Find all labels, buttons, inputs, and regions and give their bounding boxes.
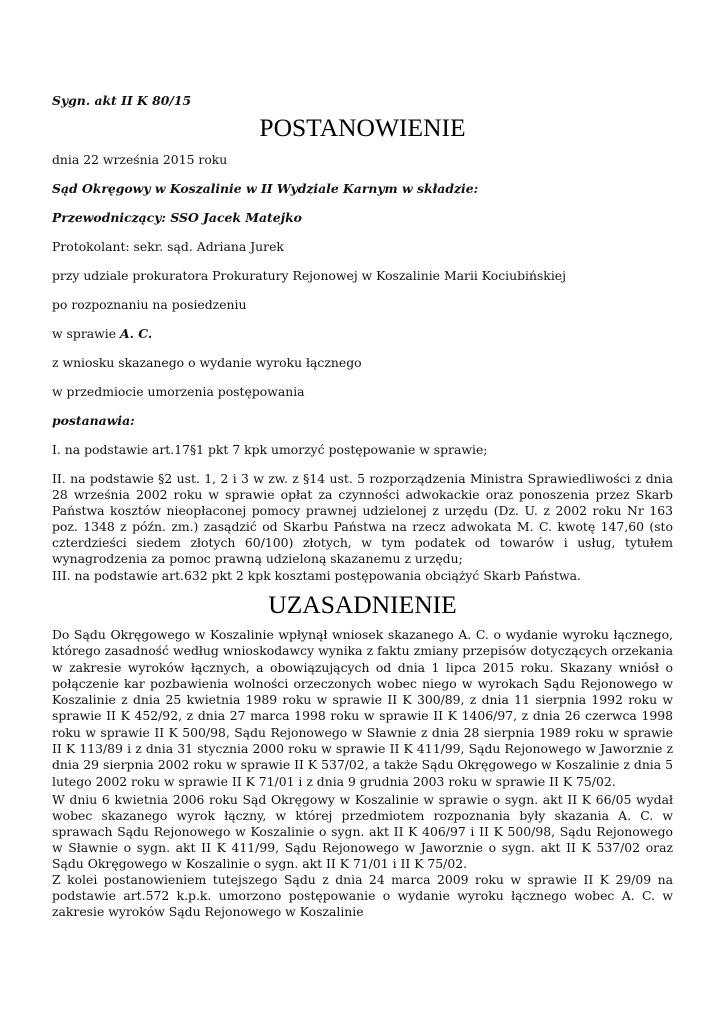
document-title: POSTANOWIENIE bbox=[259, 113, 466, 142]
prosecutor-line: przy udziale prokuratora Prokuratury Rejonowej w Koszalinie Marii Kociubińskiej bbox=[52, 268, 566, 283]
justification-title: UZASADNIENIE bbox=[268, 590, 457, 619]
case-party-line bbox=[52, 326, 152, 341]
case-party-prefix: w sprawie bbox=[52, 326, 120, 341]
justification-paragraph-3: Z kolei postanowieniem tutejszego Sądu z dnia 24 marca 2009 roku w sprawie II K 29/09 na podstawie art.572 k.p.k. umorzono postępowanie o wydanie wyroku łącznego wobec A. C. w zakresie wyroków Sądu Rejonowego w Koszalinie bbox=[52, 872, 673, 919]
case-party-name: A. C. bbox=[120, 326, 153, 341]
presiding-judge: Przewodniczący: SSO Jacek Matejko bbox=[52, 210, 302, 225]
subject-line: w przedmiocie umorzenia postępowania bbox=[52, 384, 305, 399]
decision-item-1: I. na podstawie art.17§1 pkt 7 kpk umorzyć postępowanie w sprawie; bbox=[52, 442, 488, 457]
justification-paragraph-2: W dniu 6 kwietnia 2006 roku Sąd Okręgowy w Koszalinie w sprawie o sygn. akt II K 66/05 wydał wobec skazanego wyrok łączny, w której przedmiotem rozpoznania były skazania A. C. w sprawach Sądu Rejonowego w Koszalinie o sygn. akt II K 406/97 i II K 500/98, Sądu Rejonowego w Sławnie o sygn. akt II K 411/99, Sądu Rejonowego w Jaworznie o sygn. akt II K 537/02 oraz Sądu Okręgowego w Koszalinie o sygn. akt II K 71/01 i II K 75/02. bbox=[52, 792, 673, 871]
justification-paragraph-1: Do Sądu Okręgowego w Koszalinie wpłynął wniosek skazanego A. C. o wydanie wyroku łącznego, którego zasadność według wnioskodawcy wynika z faktu zmiany przepisów dotyczących orzekania w zakresie wyroków łącznych, a obowiązujących od dnia 1 lipca 2015 roku. Skazany wniósł o połączenie kar pozbawienia wolności orzeczonych wobec niego w wyrokach Sądu Rejonowego w Koszalinie z dnia 25 kwietnia 1989 roku w sprawie II K 300/89, z dnia 11 sierpnia 1992 roku w sprawie II K 452/92, z dnia 27 marca 1998 roku w sprawie II K 1406/97, z dnia 26 czerwca 1998 roku w sprawie II K 500/98, Sądu Rejonowego w Sławnie z dnia 28 sierpnia 1989 roku w sprawie II K 113/89 i z dnia 31 stycznia 2000 roku w sprawie II K 411/99, Sądu Rejonowego w Jaworznie z dnia 29 sierpnia 2002 roku w sprawie II K 537/02, a także Sądu Okręgowego w Koszalinie z dnia 5 lutego 2002 roku w sprawie II K 71/01 i z dnia 9 grudnia 2003 roku w sprawie II K 75/02. bbox=[52, 627, 673, 789]
decision-date: dnia 22 września 2015 roku bbox=[52, 152, 228, 167]
decision-item-3: III. na podstawie art.632 pkt 2 kpk kosztami postępowania obciążyć Skarb Państwa. bbox=[52, 568, 581, 583]
resolves-heading: postanawia: bbox=[52, 413, 135, 428]
court-clerk: Protokolant: sekr. sąd. Adriana Jurek bbox=[52, 239, 284, 254]
case-number: Sygn. akt II K 80/15 bbox=[52, 93, 192, 108]
motion-line: z wniosku skazanego o wydanie wyroku łącznego bbox=[52, 355, 362, 370]
decision-item-2: II. na podstawie §2 ust. 1, 2 i 3 w zw. z §14 ust. 5 rozporządzenia Ministra Sprawiedliwości z dnia 28 września 2002 roku w sprawie opłat za czynności adwokackie oraz ponoszenia przez Skarb Państwa kosztów nieopłaconej pomocy prawnej udzielonej z urzędu (Dz. U. z 2002 roku Nr 163 poz. 1348 z późn. zm.) zasądzić od Skarbu Państwa na rzecz adwokata M. C. kwotę 147,60 (sto czterdzieści siedem złotych 60/100) złotych, w tym podatek od towarów i usług, tytułem wynagrodzenia za pomoc prawną udzieloną skazanemu z urzędu; bbox=[52, 471, 673, 566]
court-composition: Sąd Okręgowy w Koszalinie w II Wydziale Karnym w składzie: bbox=[52, 181, 479, 196]
hearing-line: po rozpoznaniu na posiedzeniu bbox=[52, 297, 247, 312]
